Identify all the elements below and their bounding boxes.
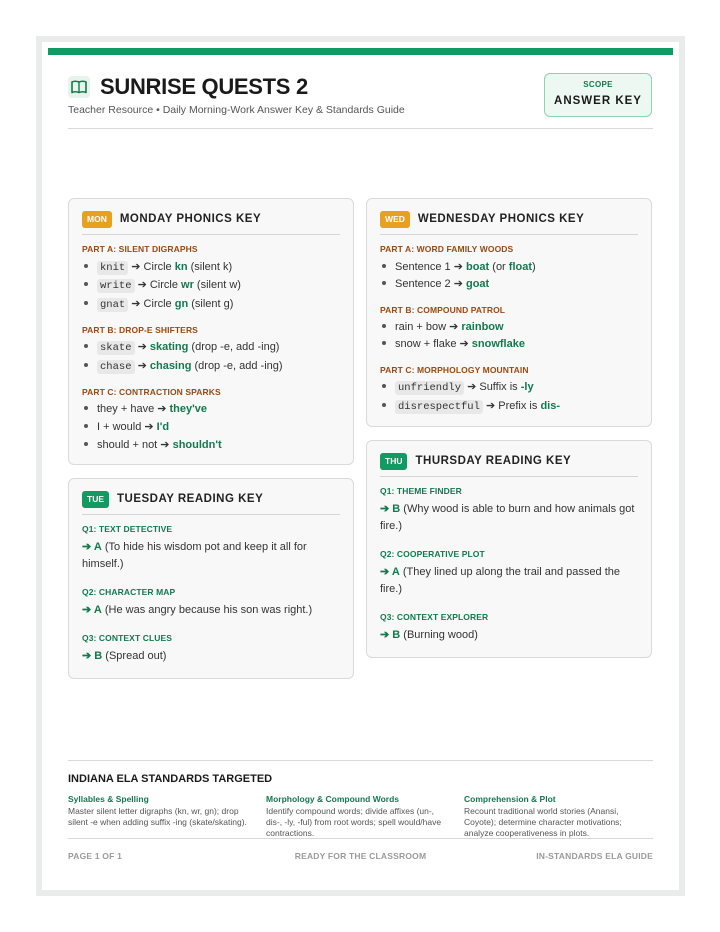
answer: wr	[181, 279, 194, 291]
answer: rainbow	[461, 321, 504, 333]
standard-text: Recount traditional world stories (Anansi, Coyote); determine character motivations; analyze cooperativeness in plots.	[464, 806, 622, 838]
section-heading: PART B: DROP-E SHIFTERS	[82, 325, 198, 335]
section-heading: PART C: CONTRACTION SPARKS	[82, 387, 221, 397]
question-heading: Q2: CHARACTER MAP	[82, 587, 176, 597]
accent-bar	[48, 48, 673, 55]
list-item: write ➔ Circle wr (silent w)	[84, 278, 241, 292]
list-item: Sentence 1 ➔ boat (or float)	[382, 260, 536, 273]
answer: snowflake	[471, 338, 525, 350]
answer: they've	[169, 403, 207, 415]
word-code: chase	[97, 360, 135, 374]
list-item: should + not ➔ shouldn't	[84, 438, 222, 451]
day-badge: TUE	[82, 491, 109, 508]
section-heading: PART A: WORD FAMILY WOODS	[380, 244, 514, 254]
thursday-card-header	[380, 453, 638, 477]
day-badge: WED	[380, 211, 410, 228]
card-title: THURSDAY READING KEY	[415, 455, 572, 467]
question-heading: Q1: TEXT DETECTIVE	[82, 524, 173, 534]
answer: shouldn't	[172, 439, 222, 451]
answer-text: ➔ B (Burning wood)	[380, 629, 478, 641]
footer-right: IN-STANDARDS ELA GUIDE	[536, 851, 653, 861]
list-item: unfriendly ➔ Suffix is -ly	[382, 380, 534, 394]
page-title: SUNRISE QUESTS 2	[100, 74, 308, 99]
worksheet-page	[42, 42, 679, 890]
section-heading: PART B: COMPOUND PATROL	[380, 305, 506, 315]
page-subtitle: Teacher Resource • Daily Morning-Work Answer Key & Standards Guide	[68, 104, 405, 116]
header-divider	[68, 128, 653, 129]
standards-divider	[68, 760, 653, 761]
standard-heading: Morphology & Compound Words	[266, 794, 399, 804]
footer-divider	[68, 838, 653, 839]
standard-text: Identify compound words; divide affixes (un-, dis-, -ly, -ful) from root words; spell would/have contractions.	[266, 806, 442, 838]
card-title: MONDAY PHONICS KEY	[119, 213, 262, 225]
answer: I'd	[156, 421, 170, 433]
book-icon	[68, 76, 90, 98]
standard-column	[68, 794, 253, 828]
monday-card	[68, 198, 354, 465]
standards-title: INDIANA ELA STANDARDS TARGETED	[68, 773, 273, 785]
standard-column	[266, 794, 451, 839]
list-item: snow + flake ➔ snowflake	[382, 337, 525, 350]
word-code: disrespectful	[395, 400, 483, 414]
question-heading: Q3: CONTEXT EXPLORER	[380, 612, 489, 622]
scope-box	[544, 73, 652, 117]
answer-text: ➔ B (Why wood is able to burn and how animals got fire.)	[380, 503, 635, 532]
answer: dis-	[540, 400, 560, 412]
footer-page-number: PAGE 1 OF 1	[68, 851, 123, 861]
wednesday-card	[366, 198, 652, 427]
day-badge: THU	[380, 453, 407, 470]
word-code: skate	[97, 341, 135, 355]
list-item: I + would ➔ I'd	[84, 420, 169, 433]
standard-text: Master silent letter digraphs (kn, wr, gn); drop silent -e when adding suffix -ing (skate/skating).	[68, 806, 247, 827]
answer: skating	[149, 341, 189, 353]
question-heading: Q1: THEME FINDER	[380, 486, 462, 496]
answer-text: ➔ A (He was angry because his son was right.)	[82, 604, 313, 616]
wednesday-card-header	[380, 211, 638, 235]
question-heading: Q2: COOPERATIVE PLOT	[380, 549, 485, 559]
answer: boat	[465, 261, 490, 273]
list-item: disrespectful ➔ Prefix is dis-	[382, 399, 560, 413]
list-item: gnat ➔ Circle gn (silent g)	[84, 297, 233, 311]
list-item: knit ➔ Circle kn (silent k)	[84, 260, 232, 274]
word-code: gnat	[97, 298, 128, 312]
word-code: knit	[97, 261, 128, 275]
list-item: skate ➔ skating (drop -e, add -ing)	[84, 340, 279, 354]
monday-card-header	[82, 211, 340, 235]
footer-center: READY FOR THE CLASSROOM	[294, 851, 427, 861]
section-heading: PART A: SILENT DIGRAPHS	[82, 244, 198, 254]
list-item: they + have ➔ they've	[84, 402, 207, 415]
thursday-card	[366, 440, 652, 658]
answer: -ly	[520, 381, 534, 393]
question-heading: Q3: CONTEXT CLUES	[82, 633, 173, 643]
scope-label: SCOPE	[583, 80, 613, 89]
word-code: write	[97, 279, 135, 293]
standard-heading: Syllables & Spelling	[68, 794, 149, 804]
card-title: TUESDAY READING KEY	[117, 493, 264, 505]
answer: chasing	[149, 360, 192, 372]
answer-text: ➔ A (To hide his wisdom pot and keep it all for himself.)	[82, 541, 307, 570]
tuesday-card-header	[82, 491, 340, 515]
standard-column	[464, 794, 649, 839]
answer: gn	[174, 298, 189, 310]
answer: goat	[465, 278, 490, 290]
title-row	[68, 74, 308, 100]
standard-heading: Comprehension & Plot	[464, 794, 556, 804]
card-title: WEDNESDAY PHONICS KEY	[417, 213, 585, 225]
list-item: Sentence 2 ➔ goat	[382, 277, 489, 290]
answer-text: ➔ B (Spread out)	[82, 650, 167, 662]
section-heading: PART C: MORPHOLOGY MOUNTAIN	[380, 365, 529, 375]
answer: kn	[174, 261, 188, 273]
list-item: chase ➔ chasing (drop -e, add -ing)	[84, 359, 283, 373]
day-badge: MON	[82, 211, 112, 228]
list-item: rain + bow ➔ rainbow	[382, 320, 504, 333]
word-code: unfriendly	[395, 381, 464, 395]
scope-value: ANSWER KEY	[554, 95, 642, 107]
answer-text: ➔ A (They lined up along the trail and passed the fire.)	[380, 566, 620, 595]
tuesday-card	[68, 478, 354, 679]
